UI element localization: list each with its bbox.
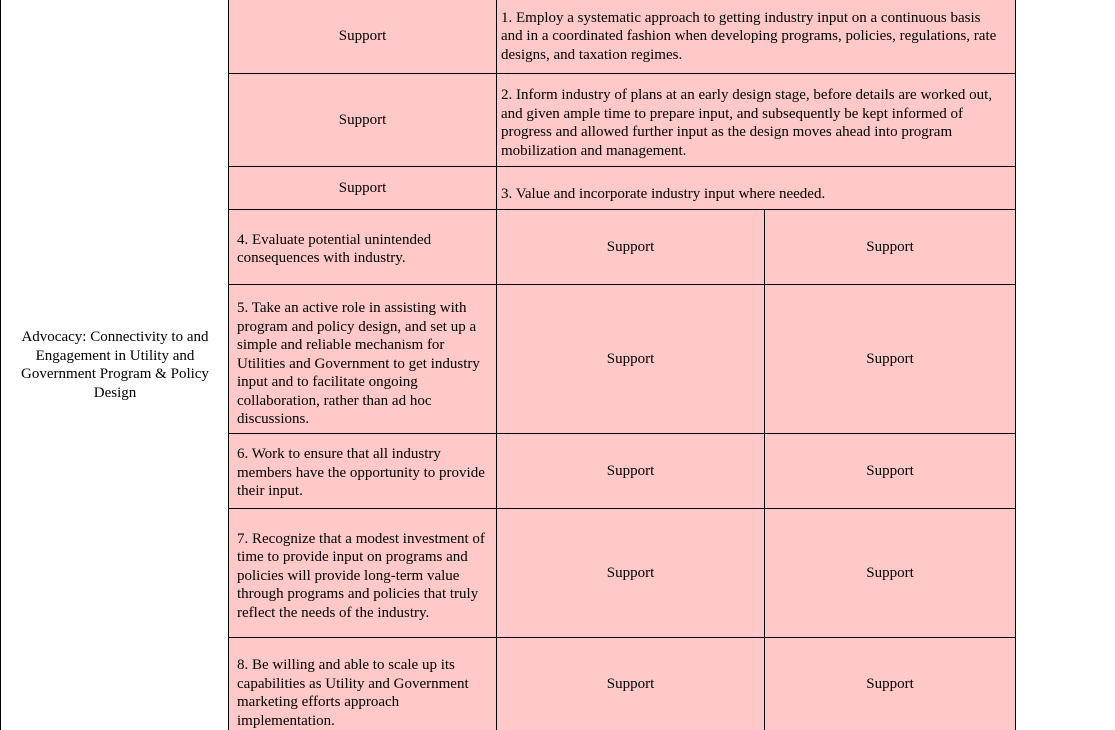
item-text: 3. Value and incorporate industry input where needed. [501, 185, 826, 202]
status-cell [497, 210, 765, 285]
item-text-cell [229, 434, 497, 509]
status-cell [765, 285, 1016, 434]
status-cell [229, 0, 497, 74]
status-cell [229, 167, 497, 210]
status-text: Support [866, 462, 914, 479]
item-text-cell [497, 74, 1016, 167]
status-text: Support [866, 350, 914, 367]
item-text: 6. Work to ensure that all industry members have the opportunity to provide their input. [237, 446, 485, 500]
item-text-cell [229, 210, 497, 285]
status-cell [497, 285, 765, 434]
status-text: Support [606, 462, 655, 479]
item-text: 1. Employ a systematic approach to getting industry input on a continuous basis and in a coordinated fashion when developing programs, policies, regulations, rate designs, and taxation regimes. [501, 9, 997, 63]
status-cell [497, 638, 765, 730]
item-text: 5. Take an active role in assisting with program and policy design, and set up a simple and reliable mechanism for Utilities and Government to get industry input and to facilitate ongoing collaboration, rather than ad hoc discussions. [237, 300, 480, 428]
item-text: 8. Be willing and able to scale up its capabilities as Utility and Government marketing efforts approach implementation. [237, 657, 469, 729]
status-text: Support [606, 564, 655, 581]
status-text: Support [606, 675, 655, 692]
status-cell [765, 434, 1016, 509]
item-text-cell [229, 509, 497, 638]
status-text: Support [338, 179, 387, 196]
status-text: Support [866, 675, 914, 692]
status-text: Support [866, 564, 914, 581]
status-text: Support [866, 238, 914, 255]
status-text: Support [338, 111, 387, 128]
item-text-cell [229, 285, 497, 434]
item-text: 7. Recognize that a modest investment of time to provide input on programs and policies will provide long-term value through programs and policies that truly reflect the needs of the industry. [237, 530, 485, 621]
status-text: Support [338, 28, 387, 45]
item-text: 4. Evaluate potential unintended consequences with industry. [237, 231, 432, 266]
item-text-cell [497, 0, 1016, 74]
status-text: Support [606, 238, 655, 255]
section-label: Advocacy: Connectivity to and Engagement in Utility and Government Program & Policy Design [21, 329, 209, 401]
item-text-cell [497, 167, 1016, 210]
item-text: 2. Inform industry of plans at an early design stage, before details are worked out, and given ample time to prepare input, and subsequently be kept informed of progress and allowed further input as the design moves ahead into program mobilization and management. [501, 87, 993, 159]
status-cell [765, 638, 1016, 730]
status-cell [765, 210, 1016, 285]
status-cell [497, 434, 765, 509]
status-text: Support [606, 350, 655, 367]
item-text-cell [229, 638, 497, 730]
status-cell [229, 74, 497, 167]
status-cell [765, 509, 1016, 638]
status-cell [497, 509, 765, 638]
